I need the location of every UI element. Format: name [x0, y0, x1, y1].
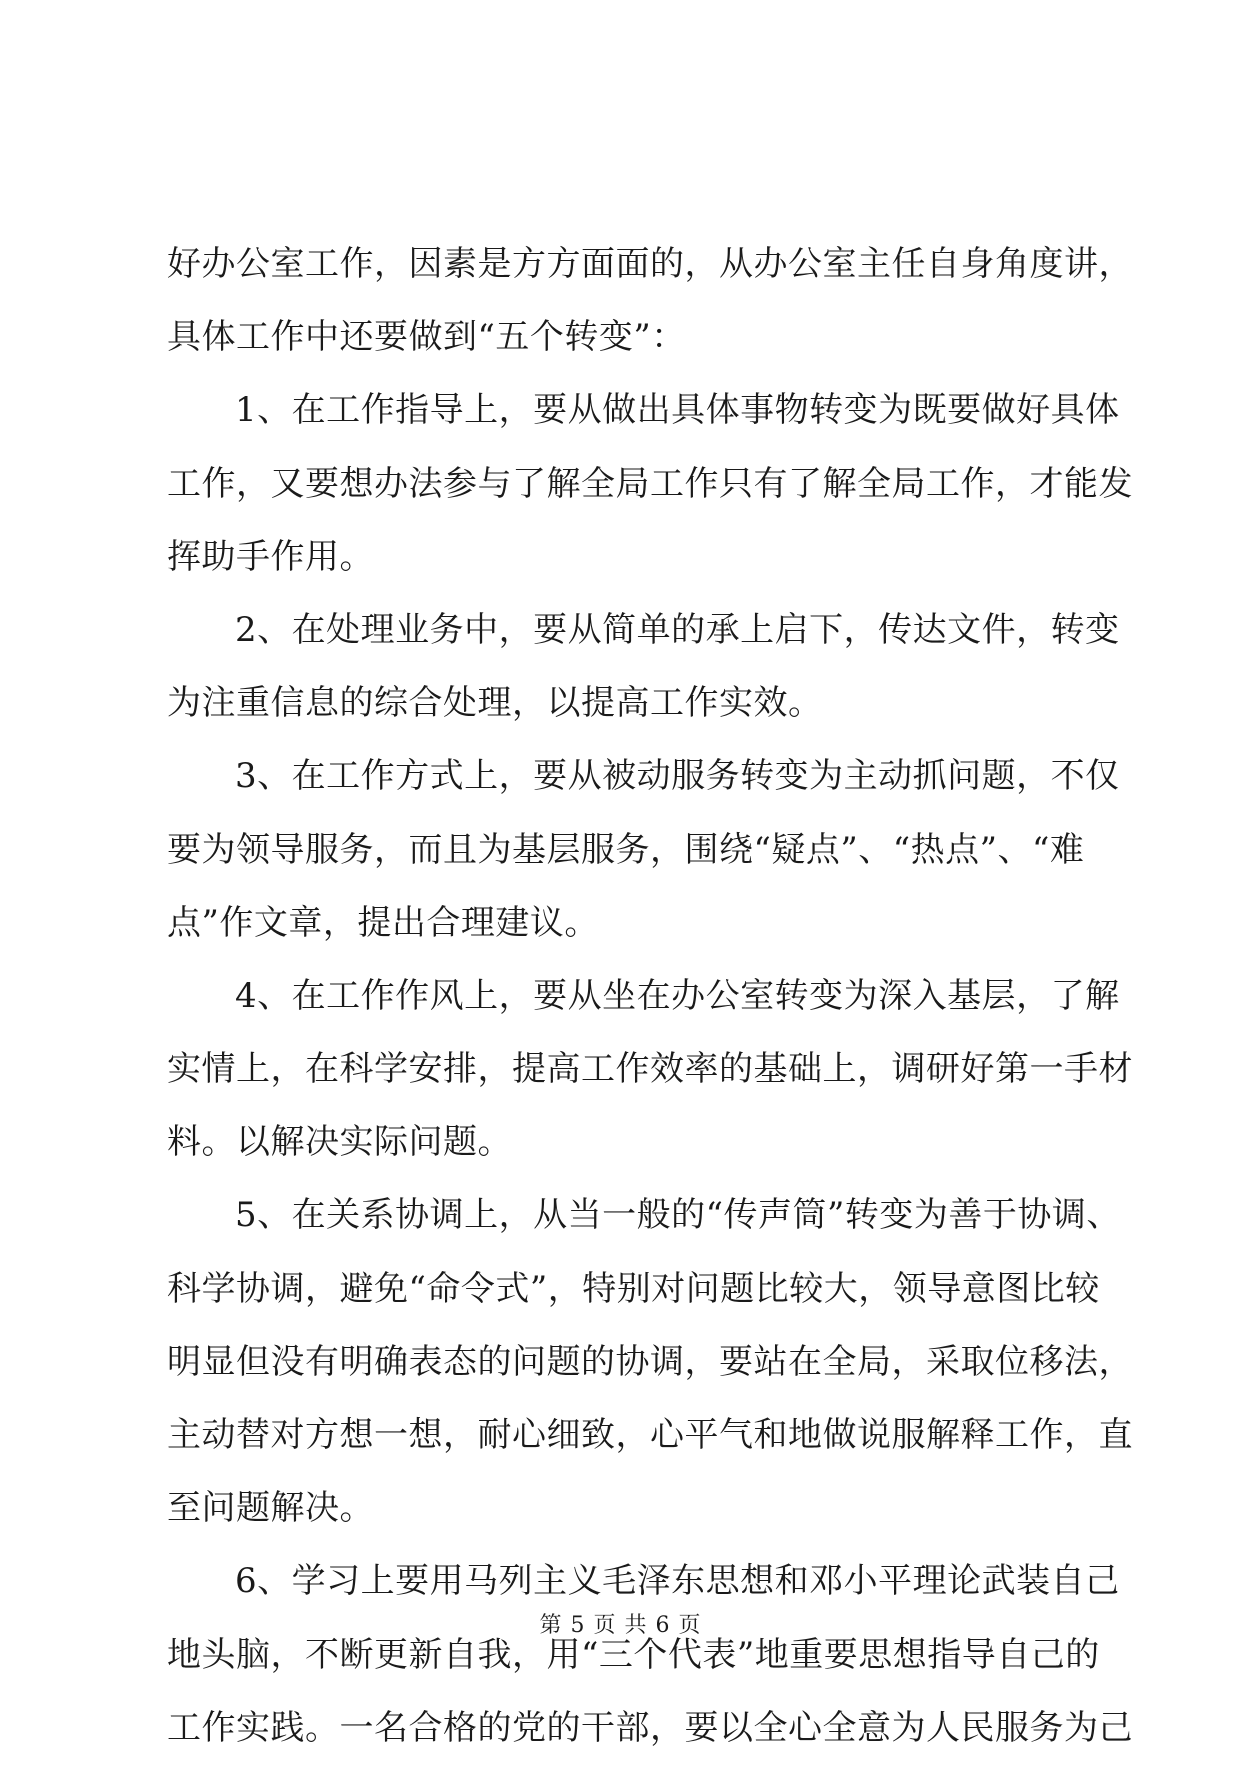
- paragraph-6-start: 6、学习上要用马列主义毛泽东思想和邓小平理论武装自己: [235, 1561, 1120, 1602]
- document-body: [167, 228, 1133, 1765]
- text-line: 料。以解决实际问题。: [167, 1122, 512, 1163]
- paragraph-2-start: 2、在处理业务中，要从简单的承上启下，传达文件，转变: [235, 609, 1120, 650]
- page-number-footer: 第 5 页 共 6 页: [539, 1613, 702, 1638]
- text-line: 点”作文章，提出合理建议。: [167, 902, 599, 943]
- paragraph-1-start: 1、在工作指导上，要从做出具体事物转变为既要做好具体: [235, 390, 1120, 431]
- text-line: 科学协调，避免“命令式”，特别对问题比较大，领导意图比较: [167, 1268, 1100, 1309]
- text-line: 明显但没有明确表态的问题的协调，要站在全局，采取位移法，: [167, 1341, 1133, 1382]
- text-line: 挥助手作用。: [167, 536, 374, 577]
- text-line: 实情上，在科学安排，提高工作效率的基础上，调研好第一手材: [167, 1049, 1133, 1090]
- paragraph-5-start: 5、在关系协调上，从当一般的“传声筒”转变为善于协调、: [235, 1195, 1121, 1236]
- text-line: 工作，又要想办法参与了解全局工作只有了解全局工作，才能发: [167, 463, 1133, 504]
- paragraph-4-start: 4、在工作作风上，要从坐在办公室转变为深入基层，了解: [235, 975, 1120, 1016]
- text-line: 要为领导服务，而且为基层服务，围绕“疑点”、“热点”、“难: [167, 829, 1085, 870]
- text-line: 具体工作中还要做到“五个转变”：: [167, 317, 686, 358]
- text-line: 主动替对方想一想，耐心细致，心平气和地做说服解释工作，直: [167, 1415, 1133, 1455]
- text-line: 工作实践。一名合格的党的干部，要以全心全意为人民服务为己: [167, 1707, 1133, 1748]
- text-line: 好办公室工作，因素是方方面面的，从办公室主任自身角度讲，: [167, 244, 1133, 284]
- paragraph-3-start: 3、在工作方式上，要从被动服务转变为主动抓问题，不仅: [235, 756, 1120, 797]
- text-line: 为注重信息的综合处理，以提高工作实效。: [167, 683, 823, 724]
- text-line: 至问题解决。: [167, 1488, 374, 1529]
- text-line: 地头脑，不断更新自我，用“三个代表”地重要思想指导自己的: [167, 1634, 1100, 1675]
